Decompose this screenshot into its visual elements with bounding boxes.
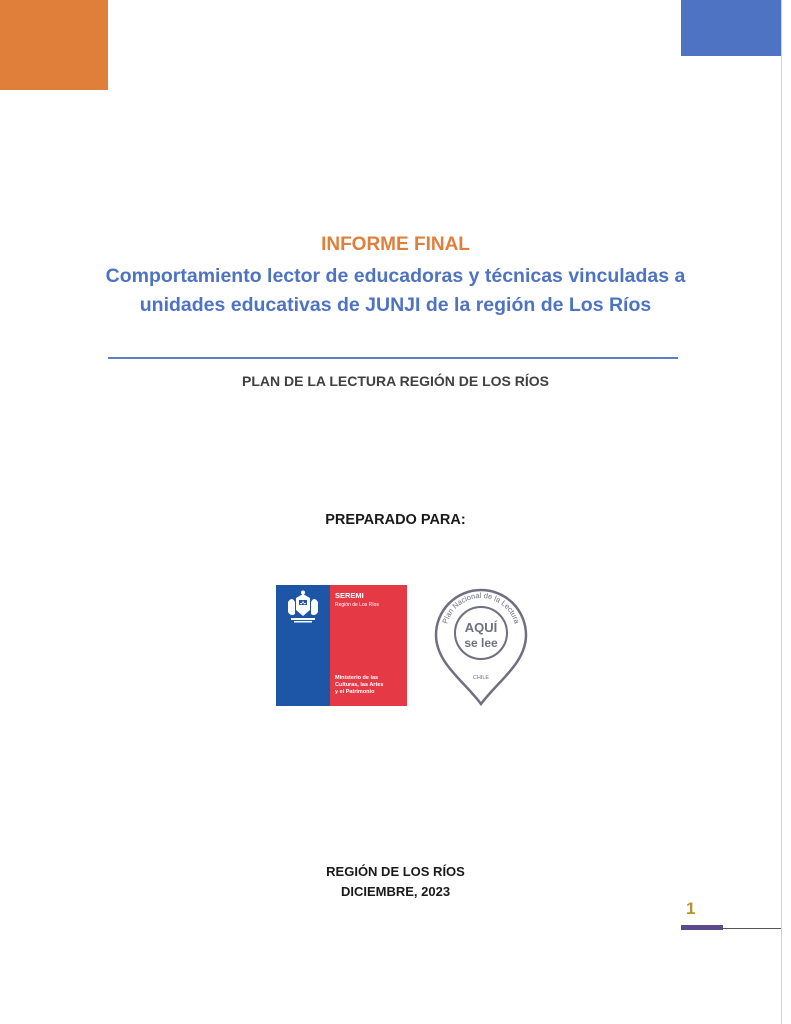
plan-lectura-ring-text: Plan Nacional de la Lectura	[440, 590, 522, 625]
seremi-ministry-line: Ministerio de las	[335, 675, 379, 681]
seremi-name: SEREMI	[335, 591, 364, 600]
report-label: INFORME FINAL	[321, 234, 470, 255]
seremi-region: Región de Los Ríos	[335, 602, 379, 608]
chile-coat-of-arms-icon	[284, 590, 322, 626]
report-title: Comportamiento lector de educadoras y técnicas vinculadas a unidades educativas de JUNJI de la región de Los Ríos	[105, 265, 686, 316]
footer-region: REGIÓN DE LOS RÍOS	[326, 864, 465, 879]
seremi-logo-red-panel	[330, 585, 407, 706]
page-number: 1	[686, 899, 696, 918]
aqui-text: AQUÍ	[464, 620, 498, 635]
prepared-for-heading: PREPARADO PARA:	[325, 512, 466, 528]
seremi-ministry	[335, 675, 407, 696]
se-lee-text: se lee	[464, 636, 498, 650]
seremi-logo-blue-panel	[276, 585, 330, 706]
seremi-ministry-line: Culturas, las Artes	[335, 682, 384, 688]
chile-text: CHILE	[472, 675, 490, 681]
aqui-se-lee-logo	[426, 585, 536, 707]
footer-date: DICIEMBRE, 2023	[340, 884, 451, 899]
seremi-ministry-line: y el Patrimonio	[335, 689, 375, 695]
corner-block-blue	[681, 0, 781, 56]
corner-block-orange	[0, 0, 108, 90]
report-subtitle: PLAN DE LA LECTURA REGIÓN DE LOS RÍOS	[242, 373, 549, 389]
page-number-rule	[723, 928, 781, 929]
title-divider	[108, 357, 678, 359]
seremi-logo	[276, 585, 407, 706]
page-number-bar	[681, 925, 723, 930]
